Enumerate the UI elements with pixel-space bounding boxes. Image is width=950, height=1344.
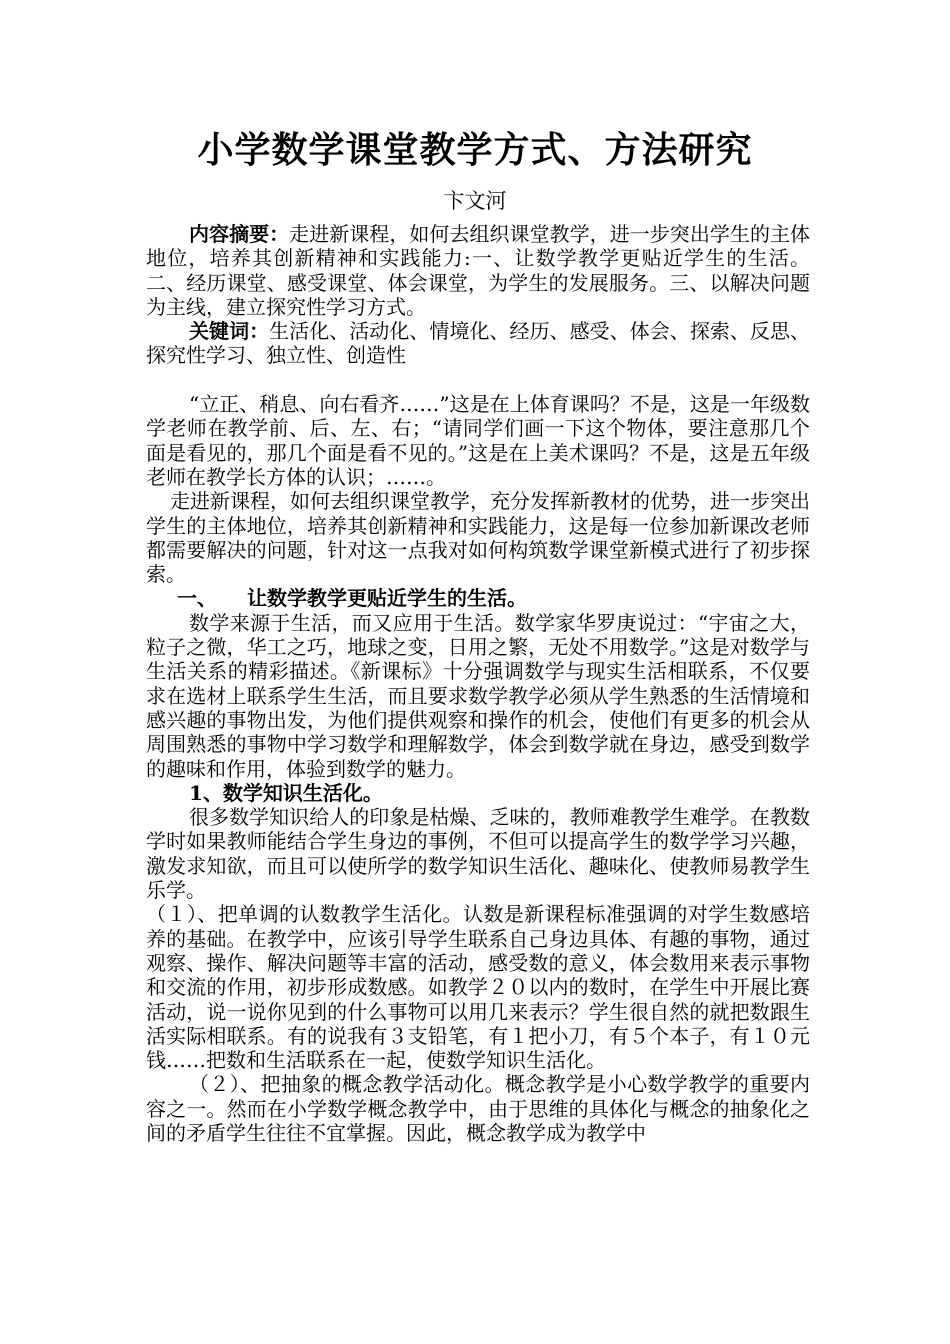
keywords-paragraph bbox=[146, 319, 810, 368]
blank-line bbox=[146, 368, 810, 392]
abstract-label: 内容摘要： bbox=[189, 222, 290, 246]
subsection-1-body: 很多数学知识给人的印象是枯燥、乏味的，教师难教学生难学。在教数学时如果教师能结合学生身边的事例，不但可以提高学生的数学学习兴趣，激发求知欲，而且可以使所学的数学知识生活化、趣味化、使教师易教学生乐学。 bbox=[146, 805, 810, 903]
author-name: 卞文河 bbox=[443, 189, 507, 213]
intro-paragraph-1: “立正、稍息、向右看齐……”这是在上体育课吗？不是，这是一年级数学老师在教学前、后、左、右；“请同学们画一下这个物体，要注意那几个面是看见的，那几个面是看不见的。”这是在上美术课吗？不是，这是五年级老师在教学长方体的认识；……。 bbox=[146, 392, 810, 489]
item-2-paragraph: （２）、把抽象的概念教学活动化。概念教学是小心数学教学的重要内容之一。然而在小学数学概念教学中，由于思维的具体化与概念的抽象化之间的矛盾学生往往不宜掌握。因此，概念教学成为教学中 bbox=[146, 1072, 810, 1145]
section-1-body: 数学来源于生活，而又应用于生活。数学家华罗庚说过：“宇宙之大，粒子之微，华工之巧，地球之变，日用之繁，无处不用数学。”这是对数学与生活关系的精彩描述。《新课标》十分强调数学与现实生活相联系，不仅要求在选材上联系学生生活，而且要求数学教学必须从学生熟悉的生活情境和感兴趣的事物出发，为他们提供观察和操作的机会，使他们有更多的机会从周围熟悉的事物中学习数学和理解数学，体会到数学就在身边，感受到数学的趣味和作用，体验到数学的魅力。 bbox=[146, 610, 810, 781]
abstract-text: 走进新课程，如何去组织课堂教学，进一步突出学生的主体地位，培养其创新精神和实践能力:一、让数学教学更贴近学生的生活。二、经历课堂、感受课堂、体会课堂，为学生的发展服务。三、以解决问题为主线，建立探究性学习方式。 bbox=[146, 222, 811, 319]
document-title: 小学数学课堂教学方式、方法研究 bbox=[197, 129, 753, 171]
keywords-label: 关键词： bbox=[189, 319, 270, 344]
document-body bbox=[146, 222, 810, 1145]
keywords-text: 生活化、活动化、情境化、经历、感受、体会、探索、反思、探究性学习、独立性、创造性 bbox=[146, 319, 811, 368]
section-title: 让数学教学更贴近学生的生活。 bbox=[247, 586, 527, 611]
item-1-paragraph: （１）、把单调的认数教学生活化。认数是新课程标准强调的对学生数感培养的基础。在教学中，应该引导学生联系自己身边具体、有趣的事物，通过观察、操作、解决问题等丰富的活动，感受数的意义，体会数用来表示事物和交流的作用，初步形成数感。如教学２０以内的数时，在学生中开展比赛活动，说一说你见到的什么事物可以用几来表示？学生很自然的就把数跟生活实际相联系。有的说我有３支铅笔，有１把小刀，有５个本子，有１０元钱……把数和生活联系在一起，使数学知识生活化。 bbox=[146, 902, 810, 1073]
section-heading-1 bbox=[146, 586, 810, 610]
subsection-heading-1: 1、数学知识生活化。 bbox=[189, 780, 383, 805]
intro-paragraph-2: 走进新课程，如何去组织课堂教学，充分发挥新教材的优势，进一步突出学生的主体地位，培养其创新精神和实践能力，这是每一位参加新课改老师都需要解决的问题，针对这一点我对如何构筑数学课堂新模式进行了初步探索。 bbox=[146, 489, 810, 587]
abstract-paragraph bbox=[146, 222, 810, 319]
section-number: 一、 bbox=[177, 586, 217, 611]
